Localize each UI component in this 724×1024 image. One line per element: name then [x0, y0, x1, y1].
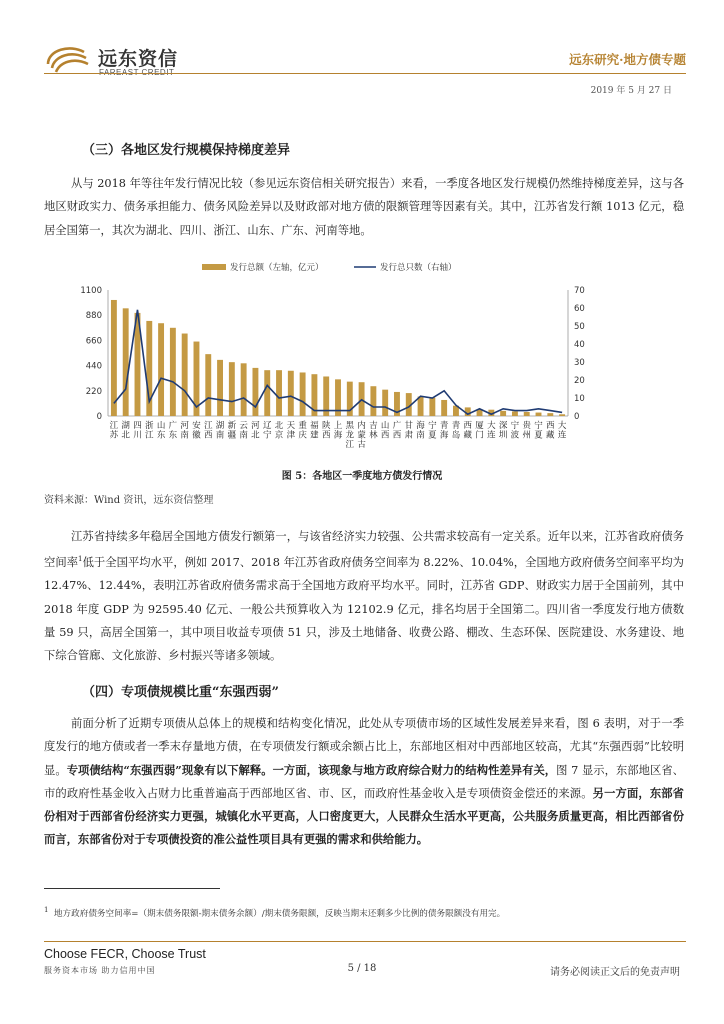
x-tick-label: 大连 — [557, 421, 567, 441]
section-4-part-a: 前面分析了近期专项债从总体上的规模和结构变化情况，此处从专项债市场的区域性发展差异来看，图 6 表明，对于一季度发行的地方债或者一季末存量地方债，在专项债发行额或余额占比上，东部地区相对中西部地区较高，尤其“东强西弱”比较明显。 — [44, 717, 684, 777]
bar — [229, 362, 235, 416]
bar — [300, 372, 306, 416]
x-tick-label: 天津 — [286, 421, 296, 441]
bar — [182, 334, 188, 416]
figure-5-chart — [70, 255, 610, 460]
bar — [158, 323, 164, 416]
section-3-title: （三）各地区发行规模保持梯度差异 — [82, 143, 291, 158]
bar — [559, 414, 565, 416]
footer-rule — [44, 941, 686, 942]
y-tick-right: 0 — [574, 412, 580, 422]
footer-subtitle: 服务资本市场 助力信用中国 — [44, 966, 156, 975]
x-tick-label: 上海 — [333, 421, 343, 441]
footnote-ref: 1 — [78, 555, 83, 564]
section-4-part-c: 图 7 显示，东部地区省、市的政府性基金收入占财力比重普遍高于西部地区省、市、区，而政府性基金收入是专项债资金偿还的来源。 — [44, 763, 684, 800]
y-tick-left: 880 — [85, 311, 102, 322]
x-tick-label: 河北 — [251, 421, 260, 441]
y-tick-left: 220 — [85, 386, 102, 397]
x-tick-label: 广东 — [168, 421, 178, 441]
x-tick-label: 青海 — [439, 421, 449, 441]
bar — [205, 354, 211, 416]
x-tick-label: 江西 — [203, 421, 213, 441]
legend-label-bar: 发行总额（左轴，亿元） — [230, 263, 324, 273]
x-tick-label: 福建 — [310, 421, 319, 441]
x-tick-label: 宁夏 — [534, 421, 543, 441]
footnote-mark: 1 — [44, 906, 49, 914]
section-4-title: （四）专项债规模比重“东强西弱” — [82, 685, 279, 700]
page-number: 5 / 18 — [347, 963, 377, 974]
bar — [429, 398, 435, 416]
section-4-part-b: 专项债结构“东强西弱”现象有以下解释。一方面，该现象与地方政府综合财力的结构性差异有关， — [66, 762, 557, 777]
y-tick-left: 0 — [96, 412, 102, 422]
y-tick-left: 660 — [85, 336, 102, 347]
x-tick-label: 内蒙古 — [357, 421, 366, 450]
header — [0, 0, 724, 110]
bar — [241, 363, 247, 416]
legend-swatch-bar — [202, 264, 226, 270]
section-4-paragraph — [44, 712, 684, 852]
x-tick-label: 江苏 — [109, 421, 119, 441]
bar — [524, 412, 530, 416]
y-tick-left: 440 — [85, 361, 102, 372]
x-tick-label: 厦门 — [475, 421, 484, 441]
figure-5-caption: 图 5：各地区一季度地方债发行情况 — [281, 471, 443, 482]
y-tick-right: 70 — [574, 286, 585, 296]
x-tick-label: 浙江 — [145, 421, 154, 441]
x-tick-label: 海南 — [416, 421, 425, 441]
y-tick-right: 10 — [574, 394, 585, 404]
x-tick-label: 辽宁 — [262, 421, 272, 441]
y-tick-right: 30 — [574, 358, 585, 368]
x-tick-label: 山东 — [156, 421, 166, 441]
x-tick-label: 深圳 — [498, 421, 508, 441]
bar — [536, 413, 542, 416]
header-rule — [44, 73, 686, 74]
bar — [547, 413, 553, 416]
x-tick-label: 云南 — [239, 421, 248, 441]
x-tick-label: 贵州 — [522, 421, 531, 441]
bar — [512, 411, 518, 416]
para2-start: 江苏省持续多年稳居全国地方债发行额第一，与该省经济实力较强、公共需求较高有一定关系。近年以来，江苏省政府债务空间率 — [44, 530, 684, 570]
report-title: 远东研究·地方债专题 — [569, 52, 686, 67]
footnote — [44, 906, 684, 919]
x-tick-label: 西藏 — [546, 421, 555, 441]
fareast-logo-icon — [44, 42, 90, 76]
bar — [123, 308, 129, 416]
x-tick-label: 宁波 — [510, 421, 520, 441]
footer-slogan: Choose FECR, Choose Trust — [44, 947, 206, 961]
x-tick-label: 甘肃 — [404, 421, 414, 441]
x-tick-label: 黑龙江 — [345, 421, 355, 450]
x-tick-label: 安徽 — [192, 421, 201, 441]
y-tick-right: 50 — [574, 322, 585, 332]
legend-label-line: 发行总只数（右轴） — [380, 263, 457, 273]
bar — [252, 368, 258, 416]
bar — [170, 328, 176, 416]
x-tick-label: 重庆 — [298, 421, 307, 441]
y-tick-right: 40 — [574, 340, 585, 350]
brand-cn: 远东资信 — [98, 49, 179, 70]
bar — [217, 360, 223, 416]
figure-5-source: 资料来源：Wind 资讯，远东资信整理 — [44, 495, 214, 506]
chart-legend — [202, 262, 457, 273]
y-tick-right: 20 — [574, 376, 585, 386]
section-3-paragraph-1: 从与 2018 年等往年发行情况比较（参见远东资信相关研究报告）来看，一季度各地区发行规模仍然维持梯度差异，这与各地区财政实力、债务承担能力、债务风险差异以及财政部对地方债的限额管理等因素有关。其中，江苏省发行额 1013 亿元，稳居全国第一，其次为湖北、四川、浙江、山东、广东、河南等地。 — [44, 177, 684, 237]
bar — [441, 400, 447, 416]
x-tick-label: 湖南 — [215, 421, 225, 441]
x-tick-label: 北京 — [274, 421, 284, 441]
section-4-part-d: 另一方面，东部省份相对于西部省份经济实力更强，城镇化水平更高，人口密度更大，人民群众生活水平更高，公共服务质量更高，相比西部省份而言，东部省份对于专项债投资的准公益性项目具有更强的需求和供给能力。 — [44, 785, 684, 847]
bar — [370, 386, 376, 416]
section-3-paragraph-2 — [44, 525, 684, 668]
bar — [288, 371, 294, 416]
x-tick-label: 河南 — [180, 421, 189, 441]
x-tick-label: 大连 — [487, 421, 496, 441]
bar — [500, 411, 506, 416]
x-tick-label: 新疆 — [227, 421, 237, 441]
bar — [382, 390, 388, 416]
footer-disclaimer: 请务必阅读正文后的免责声明 — [550, 967, 680, 978]
bar — [276, 370, 282, 416]
bar — [418, 397, 424, 416]
x-tick-label: 青岛 — [451, 421, 461, 441]
x-tick-label: 湖北 — [121, 421, 130, 441]
x-tick-label: 西藏 — [463, 421, 473, 441]
x-tick-label: 山西 — [380, 421, 390, 441]
bar — [111, 300, 117, 416]
x-tick-label: 陕西 — [321, 421, 331, 441]
x-tick-label: 广西 — [392, 421, 402, 441]
x-tick-label: 四川 — [133, 421, 142, 441]
y-tick-right: 60 — [574, 304, 585, 314]
x-tick-label: 吉林 — [369, 421, 378, 441]
y-tick-left: 1100 — [80, 286, 102, 296]
footnote-text: 地方政府债务空间率=（期末债务限额-期末债务余额）/期末债务限额，反映当期末还剩多少比例的债务限额没有用完。 — [53, 908, 506, 919]
x-tick-label: 宁夏 — [428, 421, 437, 441]
footnote-rule — [44, 888, 220, 889]
para2-rest: 低于全国平均水平，例如 2017、2018 年江苏省政府债务空间率为 8.22%、10.04%，全国地方政府债务空间率平均为 12.47%、12.44%，表明江苏省政府债务需求高于全国地方政府平均水平。同时，江苏省 GDP、财政实力居于全国前列，其中 2018 年度 GDP 为 92595.40 亿元、一般公共预算收入为 12102.9 亿元，排名均居于全国第二。四川省一季度发行地方债数量 59 只，高居全国第一，其中项目收益专项债 51 只，涉及土地储备、收费公路、棚改、生态环保、医院建设、水务建设、地下综合管廊、文化旅游、乡村振兴等诸多领域。 — [44, 556, 684, 663]
report-date: 2019 年 5 月 27 日 — [590, 86, 672, 96]
bar — [264, 370, 270, 416]
